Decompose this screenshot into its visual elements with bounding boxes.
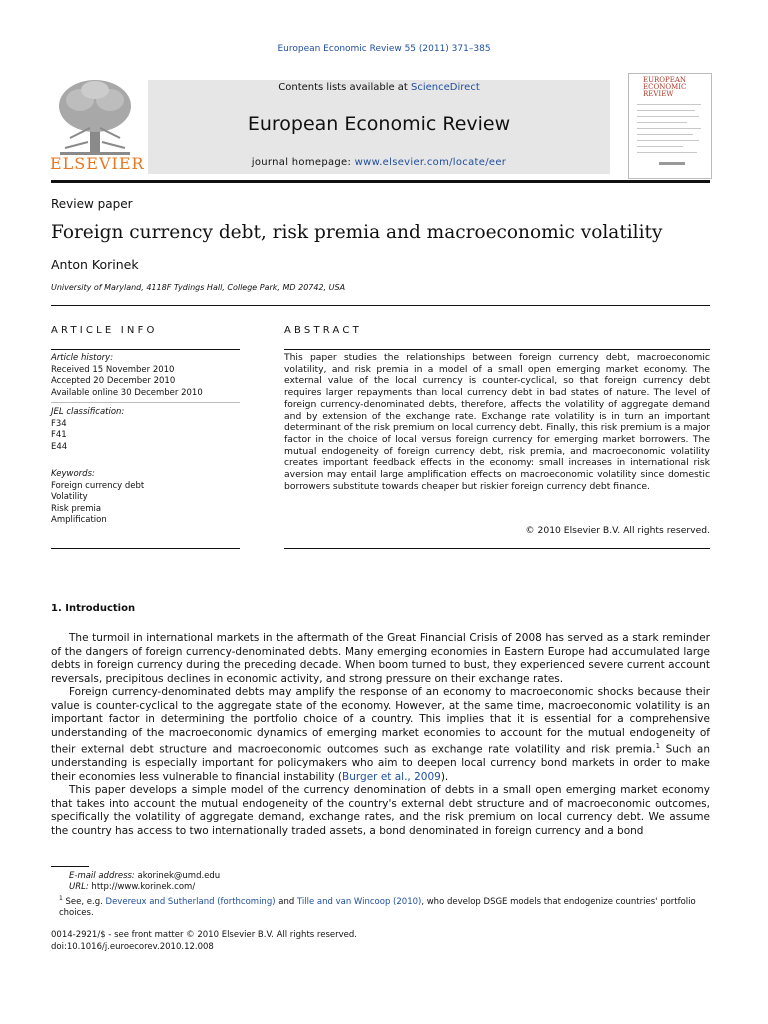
- keywords-label: Keywords:: [51, 469, 95, 479]
- keyword: Amplification: [51, 515, 107, 525]
- footnotes: [51, 871, 710, 919]
- url-label: URL:: [69, 882, 89, 892]
- citation-link[interactable]: Burger et al., 2009: [342, 770, 441, 783]
- author-email[interactable]: akorinek@umd.edu: [134, 871, 221, 881]
- cover-title: [643, 77, 686, 98]
- paragraph: [51, 686, 710, 784]
- paragraph: The turmoil in international markets in the aftermath of the Great Financial Crisis of 2008 has served as a stark reminder of the dangers of foreign currency-denominated debts. Many emerging economies in Eastern Europe had accumulated large debts in foreign currency during the preceding decade. When boom turned to bust, they experienced severe current account reversals, precipitous declines in economic activity, and strong pressure on their exchange rates.: [51, 632, 710, 685]
- jel-code: F34: [51, 418, 67, 429]
- introduction-body: [51, 632, 710, 838]
- jel-code: E44: [51, 441, 68, 452]
- paragraph-text: Such an understanding is especially important for policymakers who aim to deepen local currency bond markets in order to make their economies less vulnerable to financial instability (: [51, 743, 711, 783]
- article-type: Review paper: [51, 197, 133, 211]
- article-author[interactable]: Anton Korinek: [51, 257, 139, 272]
- elsevier-wordmark: ELSEVIER: [50, 154, 145, 173]
- journal-cover-thumbnail: [628, 73, 712, 179]
- journal-title: European Economic Review: [247, 113, 511, 135]
- abstract-text: This paper studies the relationships between foreign currency debt, macroeconomic volatility, and risk premia in a model of a small open emerging market economy. The external value of the local currency is counter-cyclical, so that foreign currency debt requires larger repayments than local currency debt in bad states of nature. The level of foreign currency-denominated debts, therefore, affects the volatility of aggregate demand and by extension of the exchange rate. Exchange rate volatility is in turn an important determinant of the risk premium on local currency debt. Finally, this risk premium is a major factor in the choice of local versus foreign currency for emerging market borrowers. The mutual endogeneity of foreign currency debt, risk premia, and macroeconomic volatility creates important feedback effects in the economy: small increases in international risk aversion may entail large amplification effects on macroeconomic volatility since domestic borrowers substitute towards cheaper but riskier foreign currency debt finance.: [284, 352, 710, 492]
- doi-link[interactable]: doi:10.1016/j.euroecorev.2010.12.008: [51, 941, 214, 952]
- history-label: Article history:: [51, 353, 114, 363]
- journal-citation[interactable]: European Economic Review 55 (2011) 371–385: [277, 44, 491, 54]
- abstract-copyright: © 2010 Elsevier B.V. All rights reserved.: [525, 525, 710, 536]
- paragraph-text: Foreign currency-denominated debts may amplify the response of an economy to macroeconomic shocks because their value is counter-cyclical to the aggregate state of the economy. However, at the same time, macroeconomic volatility is an important factor in determining the portfolio choice of a country. This implies that it is essential for a comprehensive understanding of the macroeconomic dynamics of emerging market economies to account for the mutual endogeneity of their external debt structure and macroeconomic outcomes such as exchange rate volatility and risk premia.: [51, 686, 710, 756]
- article-history: [51, 353, 240, 399]
- journal-homepage: [148, 157, 610, 168]
- cover-title-line: ECONOMIC: [643, 83, 687, 91]
- issn-line: 0014-2921/$ - see front matter © 2010 Elsevier B.V. All rights reserved.: [51, 930, 357, 940]
- jel-code: F41: [51, 430, 67, 440]
- keyword: Foreign currency debt: [51, 480, 145, 491]
- abstract-heading: ABSTRACT: [284, 325, 362, 336]
- footnote-text: See, e.g.: [62, 896, 106, 907]
- abstract-bottom-rule: [284, 548, 710, 549]
- paragraph-text: ).: [440, 770, 449, 783]
- paragraph: This paper develops a simple model of the currency denomination of debts in a small open emerging market economy that takes into account the mutual endogeneity of the country's external debt structure and of macroeconomic outcomes, specifically the volatility of aggregate demand, exchange rates, and the risk premium on local currency debt. We assume the country has access to two internationally traded assets, a bond denominated in foreign currency and a bond: [51, 784, 710, 837]
- info-top-rule: [51, 349, 240, 350]
- sciencedirect-link[interactable]: ScienceDirect: [411, 82, 480, 93]
- author-url[interactable]: http://www.korinek.com/: [88, 882, 196, 892]
- footnote-mark: 1: [59, 895, 63, 902]
- online-date: Available online 30 December 2010: [51, 387, 203, 398]
- contents-prefix: Contents lists available at: [278, 82, 412, 93]
- email-label: E-mail address:: [69, 871, 135, 881]
- keyword: Risk premia: [51, 503, 102, 514]
- footnote-ref[interactable]: 1: [655, 742, 661, 750]
- footnote-text: , who develop DSGE models that endogenize countries' portfolio choices.: [59, 896, 696, 918]
- keywords: [51, 469, 240, 527]
- info-divider: [51, 402, 240, 403]
- jel-classification: [51, 407, 240, 453]
- footnote-rule: [51, 866, 89, 867]
- article-title: Foreign currency debt, risk premia and macroeconomic volatility: [51, 222, 663, 243]
- homepage-link[interactable]: www.elsevier.com/locate/eer: [354, 157, 507, 168]
- abstract-top-rule: [284, 349, 710, 350]
- citation-link[interactable]: Devereux and Sutherland (forthcoming): [105, 896, 276, 907]
- cover-title-line: REVIEW: [643, 90, 674, 98]
- received-date: Received 15 November 2010: [51, 364, 175, 375]
- section-heading-introduction: 1. Introduction: [51, 603, 136, 614]
- info-bottom-rule: [51, 548, 240, 549]
- homepage-prefix: journal homepage:: [251, 157, 355, 168]
- accepted-date: Accepted 20 December 2010: [51, 376, 176, 386]
- jel-label: JEL classification:: [51, 407, 125, 417]
- author-affiliation: University of Maryland, 4118F Tydings Hall, College Park, MD 20742, USA: [51, 283, 346, 292]
- contents-line: [148, 82, 610, 93]
- citation-link[interactable]: Tille and van Wincoop (2010): [296, 896, 422, 907]
- keyword: Volatility: [51, 492, 88, 502]
- title-divider: [51, 305, 710, 306]
- footnote-text: and: [275, 896, 297, 907]
- front-matter-footer: [51, 930, 357, 953]
- cover-title-line: EUROPEAN: [643, 76, 687, 84]
- header-rule: [51, 180, 710, 183]
- article-info-heading: ARTICLE INFO: [51, 325, 158, 336]
